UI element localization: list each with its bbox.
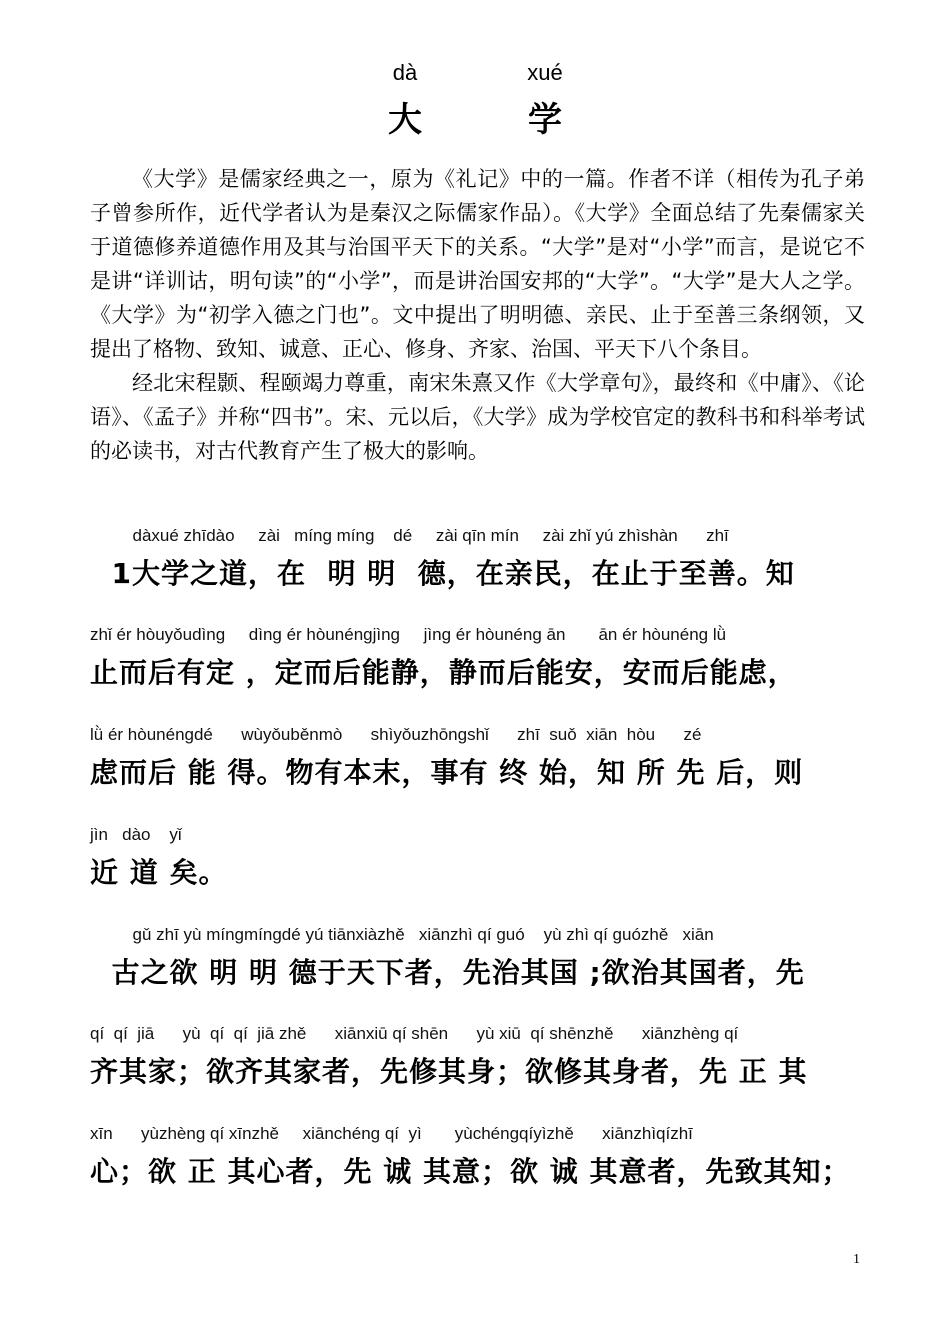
intro-paragraph-1: 《大学》是儒家经典之一，原为《礼记》中的一篇。作者不详（相传为孔子弟子曾参所作，近代学者认为是秦汉之际儒家作品）。《大学》全面总结了先秦儒家关于道德修养道德作用及其与治国平天下的关系。“大学”是对“小学”而言，是说它不是讲“详训诂，明句读”的“小学”，而是讲治国安邦的“大学”。“大学”是大人之学。《大学》为“初学入德之门也”。文中提出了明明德、亲民、止于至善三条纲领，又提出了格物、致知、诚意、正心、修身、齐家、治国、平天下八个条目。	[90, 167, 865, 361]
page-title	[0, 92, 950, 141]
title-pinyin-1: dà	[392, 60, 418, 85]
title-block	[0, 60, 950, 141]
intro-paragraph-2: 经北宋程颢、程颐竭力尊重，南宋朱熹又作《大学章句》，最终和《中庸》、《论语》、《孟子》并称“四书”。宋、元以后，《大学》成为学校官定的教科书和科举考试的必读书，对古代教育产生了极大的影响。	[90, 371, 865, 463]
text-line-5	[90, 925, 865, 991]
pinyin-line-7: xīn yùzhèng qí xīnzhě xiānchéng qí yì yùchéngqíyìzhě xiānzhìqízhī	[90, 1124, 693, 1143]
title-pinyin	[0, 60, 950, 86]
pinyin-line-3: lǜ ér hòunéngdé wùyǒuběnmò shìyǒuzhōngshǐ zhī suǒ xiān hòu zé	[90, 725, 702, 744]
text-line-4	[90, 825, 865, 891]
pinyin-line-1: dàxué zhīdào zài míng míng dé zài qīn mín zài zhǐ yú zhìshàn zhī	[90, 526, 729, 545]
hanzi-line-7: 心；欲 正 其心者，先 诚 其意；欲 诚 其意者，先致其知；	[90, 1155, 851, 1188]
text-line-7	[90, 1124, 865, 1190]
pinyin-line-4: jìn dào yǐ	[90, 825, 182, 844]
hanzi-line-4: 近 道 矣。	[90, 856, 228, 889]
text-line-2	[90, 625, 865, 691]
pinyin-line-6: qí qí jiā yù qí qí jiā zhě xiānxiū qí shēn yù xiū qí shēnzhě xiānzhèng qí	[90, 1024, 739, 1043]
title-pinyin-2: xué	[527, 60, 563, 85]
pinyin-line-5: gǔ zhī yù míngmíngdé yú tiānxiàzhě xiānzhì qí guó yù zhì qí guózhě xiān	[90, 925, 714, 944]
hanzi-line-6: 齐其家；欲齐其家者，先修其身；欲修其身者，先 正 其	[90, 1055, 808, 1088]
text-line-3	[90, 725, 865, 791]
hanzi-line-2: 止而后有定 ，定而后能静，静而后能安，安而后能虑，	[90, 656, 797, 689]
pinyin-line-2: zhǐ ér hòuyǒudìng dìng ér hòunéngjìng jìng ér hòunéng ān ān ér hòunéng lǜ	[90, 625, 727, 644]
hanzi-line-5: 古之欲 明 明 德于天下者，先治其国 ;欲治其国者，先	[90, 956, 805, 989]
hanzi-line-3: 虑而后 能 得。物有本末，事有 终 始，知 所 先 后，则	[90, 756, 804, 789]
page-number: 1	[853, 1252, 860, 1267]
intro-section	[90, 162, 865, 468]
text-line-1	[90, 526, 865, 592]
title-char-2: 学	[528, 100, 562, 140]
text-line-6	[90, 1024, 865, 1090]
title-char-1: 大	[388, 100, 422, 140]
hanzi-line-1: 1大学之道，在 明 明 德，在亲民，在止于至善。知	[90, 557, 795, 590]
